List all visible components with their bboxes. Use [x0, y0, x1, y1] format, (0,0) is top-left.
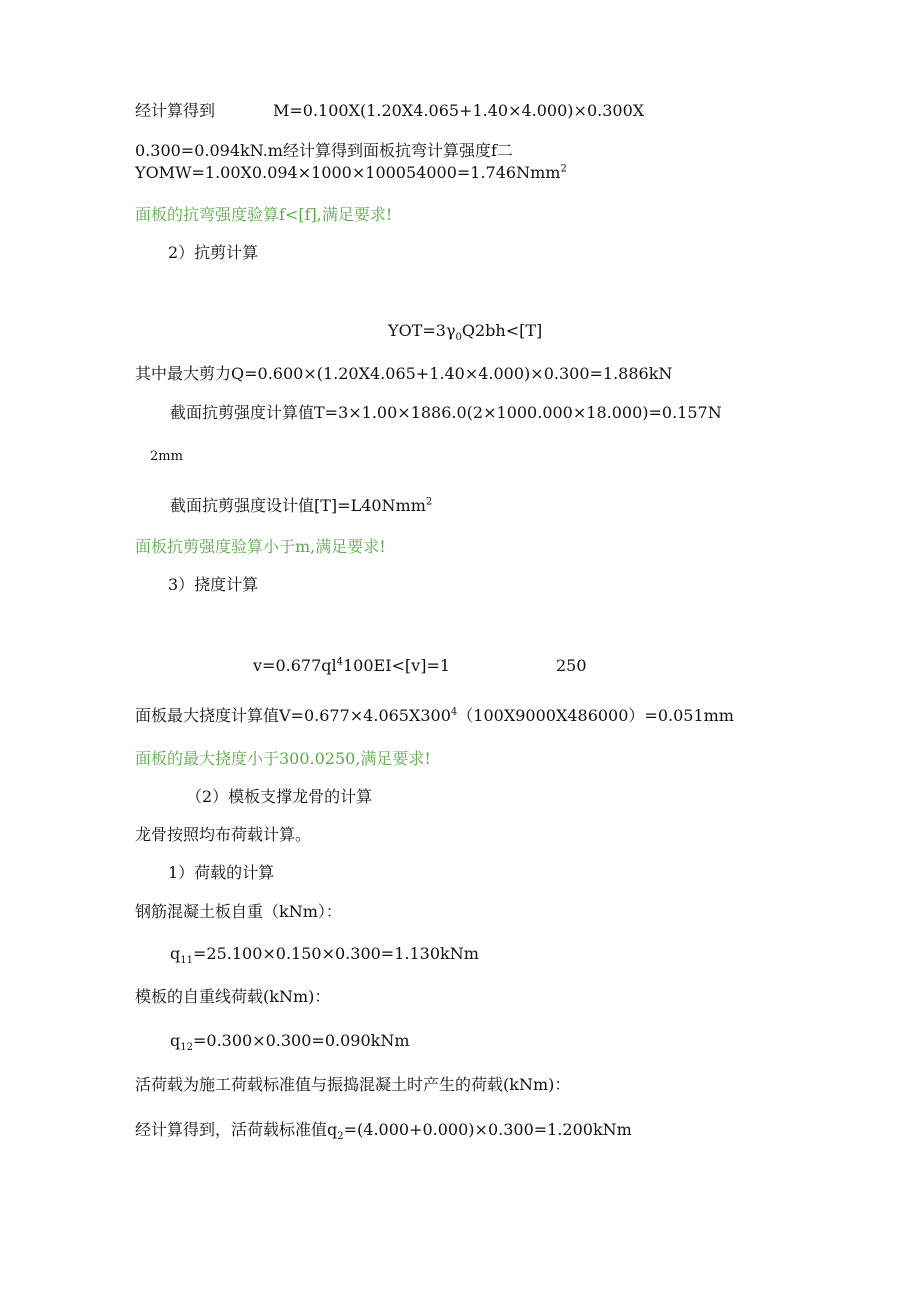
q2-formula-line — [135, 1120, 632, 1143]
text-span: =(4.000+0.000)×0.300=1.200kNm — [343, 1120, 632, 1139]
text-span: 面板的最大挠度小于300.0250,满足要求! — [135, 749, 431, 768]
text-span: 经计算得到 — [135, 101, 216, 120]
shear-stress-unit — [150, 447, 183, 467]
shear-design-value-line — [170, 496, 432, 516]
deflection-section-heading — [168, 575, 258, 595]
joist-section-heading — [186, 787, 372, 807]
text-span: YOMW=1.00X0.094×1000×100054000=1.746Nmm — [135, 163, 561, 182]
shear-check-result — [135, 537, 386, 557]
text-span: 3）挠度计算 — [168, 575, 259, 594]
text-span: YOT=3γ — [388, 321, 456, 340]
text-span: 100EI<[v]=1 — [342, 656, 451, 675]
text-span: 1）荷载的计算 — [168, 863, 275, 882]
text-span: 截面抗剪强度设计值[T]=L40Nmm — [170, 496, 426, 515]
max-deflection-line — [135, 706, 734, 726]
text-span: 面板的抗弯强度验算f<[f],满足要求! — [135, 205, 393, 224]
text-span: M=0.100X(1.20X4.065+1.40×4.000)×0.300X — [273, 101, 645, 120]
superscript: 2 — [425, 496, 433, 508]
text-span: （100X9000X486000）=0.051mm — [457, 706, 734, 725]
text-span: 截面抗剪强度计算值T=3×1.00×1886.0(2×1000.000×18.000)=0.157N — [170, 403, 722, 422]
bending-stress-formula — [135, 163, 567, 183]
live-load-label — [135, 1075, 570, 1095]
text-span: 250 — [556, 656, 587, 675]
text-span: 0.300=0.094kN.m经计算得到面板抗弯计算强度f二 — [135, 141, 513, 160]
moment-formula — [273, 101, 644, 121]
text-span: 模板的自重线荷载(kNm)： — [135, 987, 331, 1006]
text-span: 面板抗剪强度验算小于m,满足要求! — [135, 537, 386, 556]
max-shear-line — [135, 364, 672, 384]
q11-formula — [170, 944, 479, 967]
subscript: 0 — [455, 332, 462, 344]
text-span: 其中最大剪力Q=0.600×(1.20X4.065+1.40×4.000)×0.300=1.886kN — [135, 364, 673, 383]
text-span: =25.100×0.150×0.300=1.130kNm — [192, 944, 479, 963]
shear-formula — [388, 321, 543, 344]
joist-load-note — [135, 825, 311, 845]
shear-section-heading — [168, 243, 258, 263]
text-span: 2mm — [150, 449, 183, 464]
text-span: q — [170, 944, 181, 963]
superscript: 4 — [450, 706, 458, 718]
text-span: 经计算得到，活荷载标准值q — [135, 1120, 338, 1139]
superscript: 2 — [560, 163, 567, 175]
subscript: 11 — [180, 955, 193, 967]
superscript: 4 — [336, 656, 343, 668]
text-span: q — [170, 1031, 181, 1050]
moment-result-line — [135, 141, 513, 161]
load-calc-heading — [168, 863, 274, 883]
formwork-self-weight-label — [135, 987, 330, 1007]
bending-check-result — [135, 205, 392, 225]
text-span: v=0.677ql — [253, 656, 337, 675]
text-span: （2）模板支撑龙骨的计算 — [186, 787, 373, 806]
subscript: 12 — [180, 1042, 193, 1054]
text-span: 钢筋混凝土板自重（kNm）： — [135, 902, 342, 921]
q12-formula — [170, 1031, 410, 1054]
text-span: =0.300×0.300=0.090kNm — [192, 1031, 410, 1050]
calc-result-label — [135, 101, 215, 121]
deflection-limit-denominator — [556, 656, 587, 676]
text-span: 2）抗剪计算 — [168, 243, 259, 262]
text-span: Q2bh<[T] — [461, 321, 543, 340]
text-span: 面板最大挠度计算值V=0.677×4.065X300 — [135, 706, 451, 725]
shear-stress-calc-line — [170, 403, 722, 423]
subscript: 2 — [337, 1131, 344, 1143]
deflection-formula — [253, 656, 450, 676]
deflection-check-result — [135, 749, 431, 769]
text-span: 龙骨按照均布荷载计算。 — [135, 825, 312, 844]
slab-self-weight-label — [135, 902, 342, 922]
text-span: 活荷载为施工荷载标准值与振捣混凝土时产生的荷载(kNm)： — [135, 1075, 571, 1094]
